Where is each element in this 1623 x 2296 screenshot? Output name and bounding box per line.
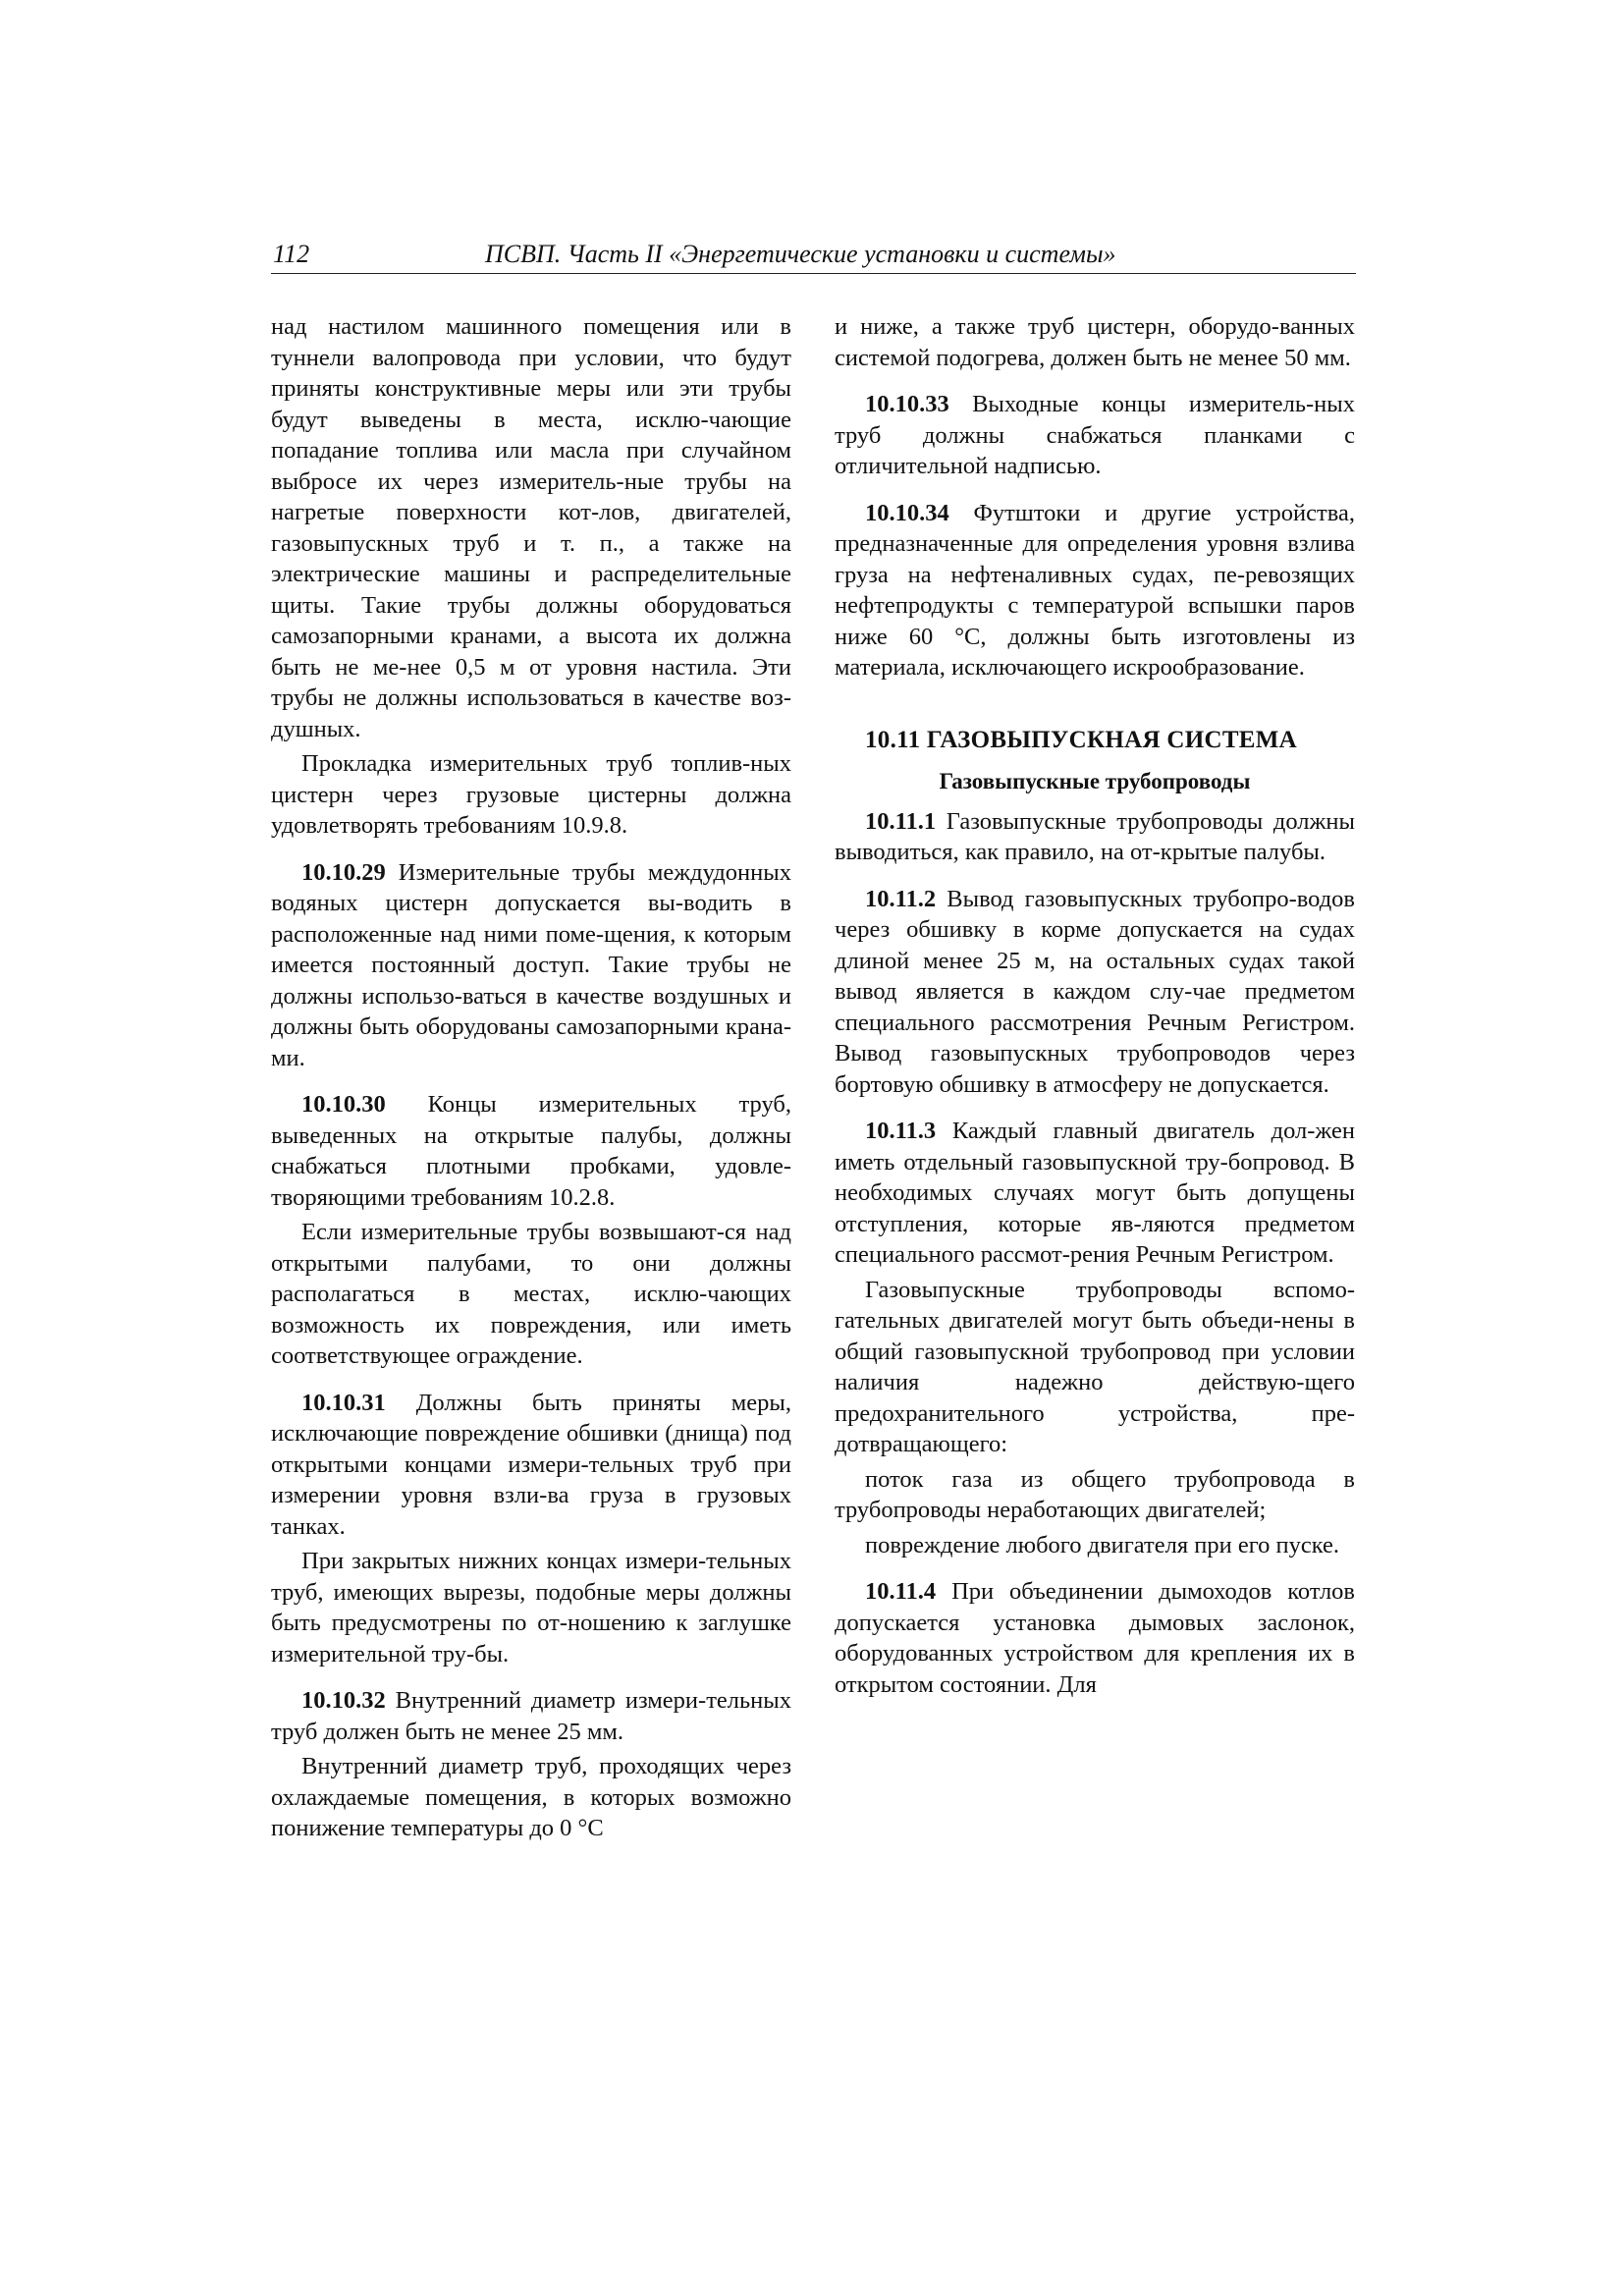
clause-10-10-29: 10.10.29 Измерительные трубы междудонных водяных цистерн допускается вы-водить в расположенные над ними поме-щения, к которым имеется постоянный доступ. Такие трубы не должны использо-ваться в качестве воздушных и должны быть оборудованы самозапорными крана-ми.	[271, 858, 791, 1071]
running-title: ПСВП. Часть II «Энергетические установки и системы»	[485, 240, 1116, 268]
clause-number: 10.10.29	[301, 858, 386, 886]
clause-number: 10.10.34	[865, 499, 949, 526]
clause-10-10-31: 10.10.31 Должны быть приняты меры, исключающие повреждение обшивки (днища) под открытыми концами измери-тельных труб при измерении уровня взли-ва груза в грузовых танках.	[271, 1389, 791, 1540]
clause-number: 10.10.33	[865, 391, 949, 417]
clause-number: 10.10.32	[301, 1687, 386, 1714]
page-number: 112	[273, 240, 310, 268]
list-item: поток газа из общего трубопровода в трубопроводы неработающих двигателей;	[835, 1465, 1355, 1523]
paragraph: Внутренний диаметр труб, проходящих через охлаждаемые помещения, в которых возможно понижение температуры до 0 °C	[271, 1753, 791, 1841]
clause-number: 10.11.3	[865, 1118, 937, 1144]
list-item: повреждение любого двигателя при его пуске.	[865, 1531, 1340, 1558]
paragraph: и ниже, а также труб цистерн, оборудо-ванных системой подогрева, должен быть не менее 50 мм.	[835, 313, 1355, 371]
paragraph: Если измерительные трубы возвышают-ся над открытыми палубами, то они должны располагаться в местах, исклю-чающих возможность их повреждения, или иметь соответствующее ограждение.	[271, 1219, 791, 1369]
clause-number: 10.11.1	[865, 807, 937, 835]
left-column	[271, 311, 791, 1844]
paragraph: над настилом машинного помещения или в туннели валопровода при условии, что будут приняты конструктивные меры или эти трубы будут выведены в места, исклю-чающие попадание топлива или масла при случайном выбросе их через измеритель-ные трубы на нагретые поверхности кот-лов, двигателей, газовыпускных труб и т. п., а также на электрические машины и распределительные щиты. Такие трубы должны оборудоваться самозапорными кранами, а высота их должна быть не ме-нее 0,5 м от уровня настила. Эти трубы не должны использоваться в качестве воз-душных.	[271, 313, 791, 742]
clause-10-10-33: 10.10.33 Выходные концы измеритель-ных труб должны снабжаться планками с отличительной надписью.	[835, 391, 1355, 479]
paragraph: Газовыпускные трубопроводы вспомо-гательных двигателей могут быть объеди-нены в общий газовыпускной трубопровод при условии наличия надежно действую-щего предохранительного устройства, пре-дотвращающего:	[835, 1276, 1355, 1457]
clause-number: 10.11.2	[865, 885, 937, 912]
clause-10-11-1: 10.11.1 Газовыпускные трубопроводы должны выводиться, как правило, на от-крытые палубы.	[835, 807, 1355, 865]
paragraph: Прокладка измерительных труб топлив-ных цистерн через грузовые цистерны должна удовлетворять требованиям 10.9.8.	[271, 750, 791, 839]
clause-10-10-30: 10.10.30 Концы измерительных труб, выведенных на открытые палубы, должны снабжаться плотными пробками, удовле-творяющими требованиям 10.2.8.	[271, 1091, 791, 1211]
clause-10-11-3: 10.11.3 Каждый главный двигатель дол-жен иметь отдельный газовыпускной тру-бопровод. В необходимых случаях могут быть допущены отступления, которые яв-ляются предметом специального рассмот-рения Речным Регистром.	[835, 1118, 1355, 1268]
clause-10-11-2: 10.11.2 Вывод газовыпускных трубопро-водов через обшивку в корме допускается на судах длиной менее 25 м, на остальных судах такой вывод является в каждом слу-чае предметом специального рассмотрения Речным Регистром. Вывод газовыпускных трубопроводов через бортовую обшивку в атмосферу не допускается.	[835, 885, 1355, 1098]
clause-number: 10.11.4	[865, 1578, 937, 1605]
clause-10-10-32: 10.10.32 Внутренний диаметр измери-тельных труб должен быть не менее 25 мм.	[271, 1687, 791, 1745]
clause-number: 10.10.31	[301, 1389, 386, 1416]
section-title: 10.11 ГАЗОВЫПУСКНАЯ СИСТЕМА	[865, 726, 1298, 753]
right-column	[835, 311, 1355, 1700]
clause-10-10-34: 10.10.34 Футштоки и другие устройства, предназначенные для определения уровня взлива груза на нефтеналивных судах, пе-ревозящих нефтепродукты с температурой вспышки паров ниже 60 °C, должны быть изготовлены из материала, исключающего искрообразование.	[835, 499, 1355, 681]
clause-10-11-4: 10.11.4 При объединении дымоходов котлов допускается установка дымовых заслонок, оборудованных устройством для крепления их в открытом состоянии. Для	[835, 1578, 1355, 1698]
clause-number: 10.10.30	[301, 1091, 386, 1118]
paragraph: При закрытых нижних концах измери-тельных труб, имеющих вырезы, подобные меры должны быть предусмотрены по от-ношению к заглушке измерительной тру-бы.	[271, 1548, 791, 1667]
running-header	[271, 240, 1356, 274]
subsection-title: Газовыпускные трубопроводы	[939, 768, 1251, 793]
